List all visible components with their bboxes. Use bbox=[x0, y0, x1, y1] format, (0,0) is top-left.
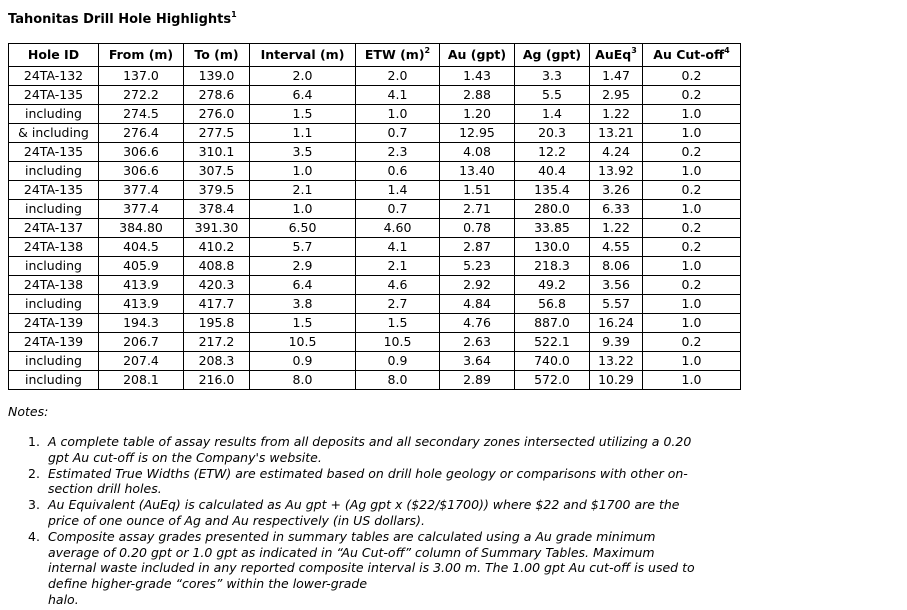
cell-interval: 6.4 bbox=[250, 86, 356, 105]
cell-au-cutoff: 0.2 bbox=[643, 67, 741, 86]
cell-interval: 1.5 bbox=[250, 105, 356, 124]
column-header-from: From (m) bbox=[99, 44, 184, 67]
cell-from: 377.4 bbox=[99, 200, 184, 219]
note-number: 3. bbox=[28, 497, 40, 513]
cell-to: 408.8 bbox=[184, 257, 250, 276]
cell-ag: 135.4 bbox=[515, 181, 590, 200]
notes-list bbox=[28, 424, 728, 608]
cell-interval: 0.9 bbox=[250, 352, 356, 371]
cell-to: 217.2 bbox=[184, 333, 250, 352]
cell-hole-id: 24TA-135 bbox=[9, 86, 99, 105]
column-header-aueq: AuEq$^3$ bbox=[590, 44, 643, 67]
column-header-etw: ETW $(m)^2$ bbox=[356, 44, 440, 67]
cell-etw: 0.6 bbox=[356, 162, 440, 181]
cell-au-cutoff: 1.0 bbox=[643, 105, 741, 124]
cell-from: 306.6 bbox=[99, 143, 184, 162]
title-text: Tahonitas Drill Hole Highlights bbox=[8, 12, 232, 27]
cell-from: 306.6 bbox=[99, 162, 184, 181]
column-header-to: To (m) bbox=[184, 44, 250, 67]
cell-interval: 2.9 bbox=[250, 257, 356, 276]
cell-au: 1.20 bbox=[440, 105, 515, 124]
cell-from: 384.80 bbox=[99, 219, 184, 238]
cell-aueq: 13.21 bbox=[590, 124, 643, 143]
cell-aueq: 1.22 bbox=[590, 219, 643, 238]
cell-au: 2.92 bbox=[440, 276, 515, 295]
cell-au-cutoff: 0.2 bbox=[643, 333, 741, 352]
cell-au-cutoff: 0.2 bbox=[643, 219, 741, 238]
table-row bbox=[9, 181, 741, 200]
cell-au-cutoff: 0.2 bbox=[643, 276, 741, 295]
cell-aueq: 13.22 bbox=[590, 352, 643, 371]
cell-etw: 0.7 bbox=[356, 124, 440, 143]
cell-interval: 1.1 bbox=[250, 124, 356, 143]
cell-hole-id: including bbox=[9, 257, 99, 276]
cell-to: 410.2 bbox=[184, 238, 250, 257]
column-header-au-cutoff: Au Cut-off$^4$ bbox=[643, 44, 741, 67]
cell-ag: 40.4 bbox=[515, 162, 590, 181]
cell-ag: 12.2 bbox=[515, 143, 590, 162]
cell-interval: 6.4 bbox=[250, 276, 356, 295]
cell-au: 4.08 bbox=[440, 143, 515, 162]
note-number: 4. bbox=[28, 528, 40, 544]
cell-from: 207.4 bbox=[99, 352, 184, 371]
note-item bbox=[28, 497, 728, 529]
cell-to: 391.30 bbox=[184, 219, 250, 238]
cell-interval: 6.50 bbox=[250, 219, 356, 238]
note-text-line: section drill holes. bbox=[48, 481, 162, 497]
cell-interval: 3.8 bbox=[250, 295, 356, 314]
column-header-ag: Ag (gpt) bbox=[515, 44, 590, 67]
cell-hole-id: including bbox=[9, 295, 99, 314]
cell-to: 276.0 bbox=[184, 105, 250, 124]
cell-ag: 5.5 bbox=[515, 86, 590, 105]
column-header-hole-id: Hole ID bbox=[9, 44, 99, 67]
cell-aueq: 9.39 bbox=[590, 333, 643, 352]
drill-hole-highlights-table bbox=[8, 43, 741, 390]
cell-to: 417.7 bbox=[184, 295, 250, 314]
cell-etw: 2.1 bbox=[356, 257, 440, 276]
note-item bbox=[28, 529, 728, 608]
table-header-row bbox=[9, 44, 741, 67]
cell-hole-id: & including bbox=[9, 124, 99, 143]
table-row bbox=[9, 257, 741, 276]
cell-aueq: 2.95 bbox=[590, 86, 643, 105]
cell-etw: 10.5 bbox=[356, 333, 440, 352]
cell-aueq: 8.06 bbox=[590, 257, 643, 276]
cell-etw: 2.7 bbox=[356, 295, 440, 314]
table-row bbox=[9, 295, 741, 314]
cell-aueq: 1.22 bbox=[590, 105, 643, 124]
cell-hole-id: 24TA-135 bbox=[9, 143, 99, 162]
cell-au: 12.95 bbox=[440, 124, 515, 143]
cell-from: 413.9 bbox=[99, 276, 184, 295]
note-text-line: define higher-grade “cores” within the lower-grade bbox=[48, 576, 368, 592]
cell-etw: 2.0 bbox=[356, 67, 440, 86]
cell-to: 307.5 bbox=[184, 162, 250, 181]
cell-ag: 56.8 bbox=[515, 295, 590, 314]
cell-au: 1.43 bbox=[440, 67, 515, 86]
cell-hole-id: 24TA-137 bbox=[9, 219, 99, 238]
table-row bbox=[9, 124, 741, 143]
table-row bbox=[9, 371, 741, 390]
cell-ag: 887.0 bbox=[515, 314, 590, 333]
cell-hole-id: 24TA-132 bbox=[9, 67, 99, 86]
note-text-line: Composite assay grades presented in summary tables are calculated using a Au grade minimum bbox=[48, 528, 656, 544]
cell-aueq: 4.55 bbox=[590, 238, 643, 257]
document-title bbox=[8, 12, 237, 27]
note-text-line: halo. bbox=[48, 591, 79, 607]
cell-etw: 1.0 bbox=[356, 105, 440, 124]
cell-from: 404.5 bbox=[99, 238, 184, 257]
cell-aueq: 5.57 bbox=[590, 295, 643, 314]
table-row bbox=[9, 200, 741, 219]
cell-etw: 4.6 bbox=[356, 276, 440, 295]
cell-etw: 4.1 bbox=[356, 86, 440, 105]
cell-au-cutoff: 0.2 bbox=[643, 238, 741, 257]
cell-interval: 5.7 bbox=[250, 238, 356, 257]
table-row bbox=[9, 86, 741, 105]
cell-to: 277.5 bbox=[184, 124, 250, 143]
cell-aueq: 10.29 bbox=[590, 371, 643, 390]
cell-interval: 8.0 bbox=[250, 371, 356, 390]
cell-hole-id: 24TA-138 bbox=[9, 238, 99, 257]
cell-au: 4.84 bbox=[440, 295, 515, 314]
table-row bbox=[9, 143, 741, 162]
cell-au-cutoff: 1.0 bbox=[643, 371, 741, 390]
cell-to: 310.1 bbox=[184, 143, 250, 162]
cell-interval: 2.0 bbox=[250, 67, 356, 86]
cell-interval: 3.5 bbox=[250, 143, 356, 162]
cell-ag: 20.3 bbox=[515, 124, 590, 143]
cell-to: 278.6 bbox=[184, 86, 250, 105]
cell-aueq: 6.33 bbox=[590, 200, 643, 219]
note-text-line: gpt Au cut-off is on the Company's website. bbox=[48, 449, 322, 465]
cell-ag: 130.0 bbox=[515, 238, 590, 257]
note-text-line: A complete table of assay results from all deposits and all secondary zones intersected utilizing a 0.20 bbox=[48, 434, 692, 449]
table-row bbox=[9, 105, 741, 124]
cell-etw: 1.4 bbox=[356, 181, 440, 200]
cell-ag: 280.0 bbox=[515, 200, 590, 219]
cell-ag: 49.2 bbox=[515, 276, 590, 295]
notes-heading: Notes: bbox=[8, 404, 49, 419]
cell-au-cutoff: 0.2 bbox=[643, 86, 741, 105]
cell-au-cutoff: 0.2 bbox=[643, 143, 741, 162]
cell-from: 206.7 bbox=[99, 333, 184, 352]
cell-hole-id: including bbox=[9, 200, 99, 219]
cell-interval: 2.1 bbox=[250, 181, 356, 200]
table-row bbox=[9, 276, 741, 295]
cell-ag: 1.4 bbox=[515, 105, 590, 124]
cell-au: 2.87 bbox=[440, 238, 515, 257]
table-row bbox=[9, 352, 741, 371]
cell-aueq: 3.26 bbox=[590, 181, 643, 200]
title-footnote-marker: 1 bbox=[231, 10, 237, 19]
table-row bbox=[9, 238, 741, 257]
cell-au: 4.76 bbox=[440, 314, 515, 333]
cell-to: 420.3 bbox=[184, 276, 250, 295]
cell-from: 137.0 bbox=[99, 67, 184, 86]
cell-hole-id: including bbox=[9, 352, 99, 371]
cell-au: 2.71 bbox=[440, 200, 515, 219]
cell-interval: 10.5 bbox=[250, 333, 356, 352]
cell-au: 1.51 bbox=[440, 181, 515, 200]
cell-etw: 2.3 bbox=[356, 143, 440, 162]
cell-hole-id: 24TA-139 bbox=[9, 314, 99, 333]
note-text-line: Au Equivalent (AuEq) is calculated as Au gpt + (Ag gpt x ($22/$1700)) where $22 and $1700 are the bbox=[48, 497, 680, 513]
cell-etw: 0.7 bbox=[356, 200, 440, 219]
cell-etw: 4.60 bbox=[356, 219, 440, 238]
cell-to: 379.5 bbox=[184, 181, 250, 200]
cell-au-cutoff: 1.0 bbox=[643, 162, 741, 181]
cell-hole-id: including bbox=[9, 162, 99, 181]
note-text-line: internal waste included in any reported composite interval is 3.00 m. The 1.00 gpt Au cut-off is used to bbox=[48, 560, 695, 576]
table-row bbox=[9, 219, 741, 238]
note-text-line: average of 0.20 gpt or 1.0 gpt as indicated in “Au Cut-off” column of Summary Tables. Maximum bbox=[48, 544, 655, 560]
cell-aueq: 3.56 bbox=[590, 276, 643, 295]
cell-aueq: 16.24 bbox=[590, 314, 643, 333]
cell-interval: 1.5 bbox=[250, 314, 356, 333]
cell-aueq: 1.47 bbox=[590, 67, 643, 86]
cell-from: 413.9 bbox=[99, 295, 184, 314]
cell-ag: 572.0 bbox=[515, 371, 590, 390]
cell-etw: 4.1 bbox=[356, 238, 440, 257]
cell-au: 2.63 bbox=[440, 333, 515, 352]
cell-to: 195.8 bbox=[184, 314, 250, 333]
cell-hole-id: 24TA-135 bbox=[9, 181, 99, 200]
cell-au-cutoff: 1.0 bbox=[643, 314, 741, 333]
cell-au-cutoff: 1.0 bbox=[643, 352, 741, 371]
cell-ag: 740.0 bbox=[515, 352, 590, 371]
cell-ag: 3.3 bbox=[515, 67, 590, 86]
cell-etw: 8.0 bbox=[356, 371, 440, 390]
cell-from: 272.2 bbox=[99, 86, 184, 105]
cell-from: 274.5 bbox=[99, 105, 184, 124]
cell-to: 216.0 bbox=[184, 371, 250, 390]
cell-au: 2.88 bbox=[440, 86, 515, 105]
cell-aueq: 4.24 bbox=[590, 143, 643, 162]
cell-hole-id: 24TA-139 bbox=[9, 333, 99, 352]
cell-interval: 1.0 bbox=[250, 200, 356, 219]
cell-au-cutoff: 1.0 bbox=[643, 295, 741, 314]
cell-au-cutoff: 0.2 bbox=[643, 181, 741, 200]
cell-au: 0.78 bbox=[440, 219, 515, 238]
cell-au: 3.64 bbox=[440, 352, 515, 371]
note-number: 1. bbox=[28, 434, 40, 449]
cell-etw: 0.9 bbox=[356, 352, 440, 371]
cell-from: 194.3 bbox=[99, 314, 184, 333]
cell-hole-id: including bbox=[9, 371, 99, 390]
cell-to: 139.0 bbox=[184, 67, 250, 86]
column-header-interval: Interval (m) bbox=[250, 44, 356, 67]
cell-from: 208.1 bbox=[99, 371, 184, 390]
cell-au-cutoff: 1.0 bbox=[643, 124, 741, 143]
table-row bbox=[9, 314, 741, 333]
cell-ag: 33.85 bbox=[515, 219, 590, 238]
cell-to: 208.3 bbox=[184, 352, 250, 371]
cell-hole-id: 24TA-138 bbox=[9, 276, 99, 295]
cell-to: 378.4 bbox=[184, 200, 250, 219]
cell-hole-id: including bbox=[9, 105, 99, 124]
cell-interval: 1.0 bbox=[250, 162, 356, 181]
cell-ag: 218.3 bbox=[515, 257, 590, 276]
cell-aueq: 13.92 bbox=[590, 162, 643, 181]
table-row bbox=[9, 67, 741, 86]
cell-au: 2.89 bbox=[440, 371, 515, 390]
table-row bbox=[9, 333, 741, 352]
column-header-au: Au (gpt) bbox=[440, 44, 515, 67]
cell-from: 276.4 bbox=[99, 124, 184, 143]
note-number: 2. bbox=[28, 465, 40, 481]
note-text-line: Estimated True Widths (ETW) are estimated based on drill hole geology or comparisons with other on- bbox=[48, 465, 688, 481]
cell-ag: 522.1 bbox=[515, 333, 590, 352]
cell-au-cutoff: 1.0 bbox=[643, 200, 741, 219]
cell-au-cutoff: 1.0 bbox=[643, 257, 741, 276]
note-text-line: price of one ounce of Ag and Au respectively (in US dollars). bbox=[48, 512, 425, 528]
table-body bbox=[9, 67, 741, 390]
note-item bbox=[28, 434, 728, 466]
table-row bbox=[9, 162, 741, 181]
note-item bbox=[28, 466, 728, 498]
cell-au: 5.23 bbox=[440, 257, 515, 276]
cell-from: 405.9 bbox=[99, 257, 184, 276]
cell-from: 377.4 bbox=[99, 181, 184, 200]
cell-etw: 1.5 bbox=[356, 314, 440, 333]
cell-au: 13.40 bbox=[440, 162, 515, 181]
